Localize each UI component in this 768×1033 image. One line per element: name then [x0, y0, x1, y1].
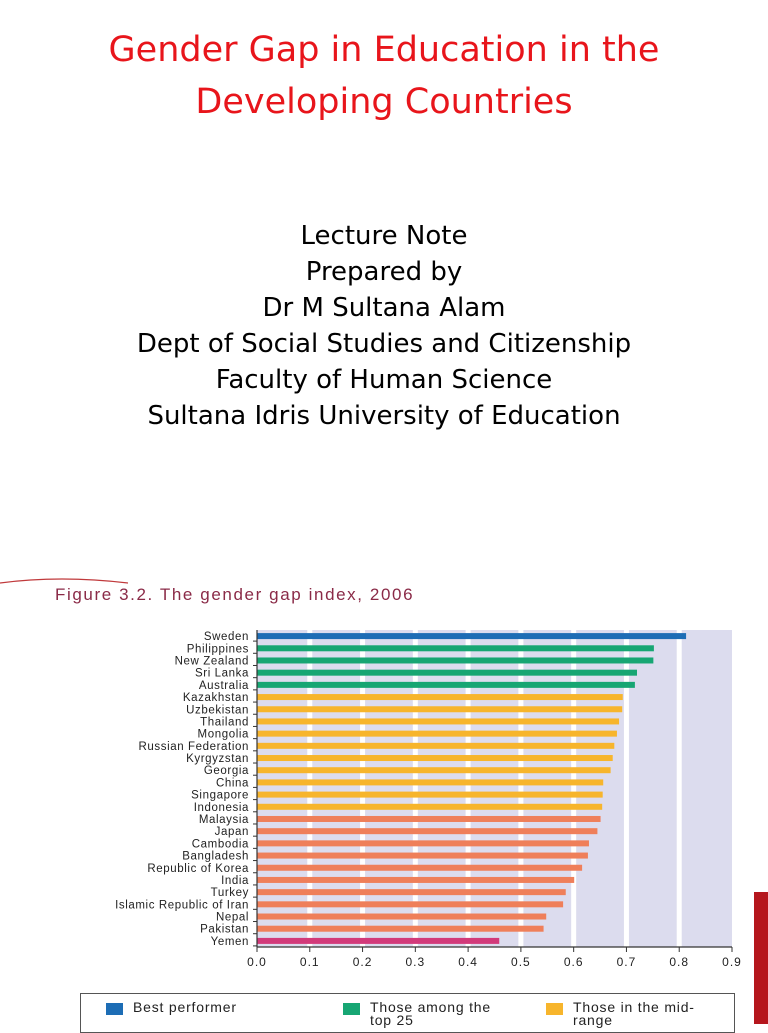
category-label: Sweden	[203, 631, 249, 644]
category-label: Kyrgyzstan	[186, 753, 249, 766]
legend-item-mid	[546, 1001, 708, 1027]
legend-swatch	[106, 1003, 123, 1015]
category-label: Uzbekistan	[186, 704, 249, 717]
x-tick-label: 0.8	[669, 955, 690, 969]
legend-swatch	[343, 1003, 360, 1015]
category-label: Philippines	[186, 643, 249, 656]
bar	[257, 633, 686, 639]
bar	[257, 877, 574, 883]
subtitle-line: Lecture Note	[300, 221, 468, 251]
legend-label: Those among the top 25	[370, 999, 491, 1028]
bar	[257, 779, 603, 785]
category-label: India	[221, 874, 249, 887]
category-label: Bangladesh	[182, 850, 249, 863]
x-tick-label: 0.6	[563, 955, 584, 969]
slide-subtitle	[0, 218, 768, 434]
bar	[257, 755, 613, 761]
bar	[257, 718, 619, 724]
legend-item-best	[106, 1001, 268, 1015]
slide-edge-accent	[754, 892, 768, 1024]
x-tick-label: 0.7	[616, 955, 637, 969]
legend-item-top25	[343, 1001, 505, 1027]
bar	[257, 706, 622, 712]
slide-title	[0, 24, 768, 128]
x-tick-label: 0.9	[722, 955, 742, 969]
subtitle-line: Sultana Idris University of Education	[147, 401, 621, 431]
category-label: Indonesia	[193, 801, 249, 814]
category-label: Malaysia	[198, 813, 249, 826]
bar	[257, 853, 588, 859]
bar	[257, 828, 597, 834]
bar	[257, 889, 566, 895]
category-label: Yemen	[210, 935, 249, 948]
bar	[257, 657, 653, 663]
category-label: Kazakhstan	[182, 692, 249, 705]
bar	[257, 767, 611, 773]
bar	[257, 682, 635, 688]
category-label: New Zealand	[174, 655, 249, 668]
subtitle-line: Dept of Social Studies and Citizenship	[136, 329, 632, 359]
bar	[257, 670, 637, 676]
category-label: Georgia	[203, 765, 249, 778]
legend-swatch	[546, 1003, 563, 1015]
category-label: China	[215, 777, 249, 790]
x-tick-label: 0.5	[511, 955, 531, 969]
subtitle-line: Faculty of Human Science	[215, 365, 553, 395]
subtitle-line: Dr M Sultana Alam	[262, 293, 506, 323]
bar	[257, 645, 654, 651]
bar	[257, 804, 602, 810]
category-label: Cambodia	[191, 838, 249, 851]
category-label: Turkey	[210, 887, 249, 900]
legend-label: Best performer	[133, 999, 237, 1015]
category-label: Pakistan	[200, 923, 249, 936]
x-tick-label: 0.1	[299, 955, 320, 969]
bar	[257, 743, 614, 749]
category-label: Japan	[214, 826, 249, 839]
legend-label: Those in the mid-range	[573, 999, 695, 1028]
bar	[257, 840, 589, 846]
category-label: Australia	[198, 679, 249, 692]
plot-background	[257, 630, 732, 947]
bar	[257, 901, 563, 907]
slide-title-line-2: Developing Countries	[195, 82, 573, 122]
chart-legend	[80, 993, 735, 1033]
bar	[257, 926, 544, 932]
bar	[257, 816, 601, 822]
x-tick-label: 0.4	[458, 955, 478, 969]
bar	[257, 792, 603, 798]
subtitle-line: Prepared by	[305, 257, 463, 287]
category-label: Thailand	[200, 716, 249, 729]
figure-caption: Figure 3.2. The gender gap index, 2006	[55, 585, 415, 604]
x-tick-label: 0.2	[352, 955, 373, 969]
category-label: Mongolia	[197, 728, 249, 741]
bar	[257, 694, 623, 700]
x-tick-label: 0.0	[247, 955, 267, 969]
category-label: Sri Lanka	[195, 667, 249, 680]
category-label: Nepal	[215, 911, 249, 924]
category-label: Singapore	[191, 789, 249, 802]
category-label: Republic of Korea	[147, 862, 249, 875]
bar	[257, 938, 499, 944]
bar	[257, 914, 546, 920]
bar	[257, 865, 582, 871]
slide-title-line-1: Gender Gap in Education in the	[108, 30, 660, 70]
bar	[257, 731, 617, 737]
x-tick-label: 0.3	[405, 955, 426, 969]
category-label: Russian Federation	[138, 740, 249, 753]
category-label: Islamic Republic of Iran	[115, 899, 249, 912]
gender-gap-bar-chart	[0, 620, 768, 975]
